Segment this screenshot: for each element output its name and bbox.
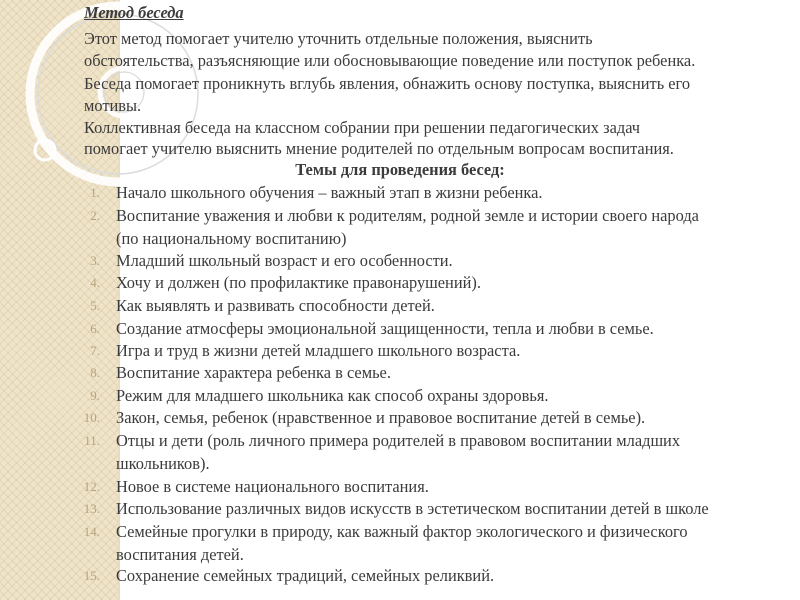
topic-item-text: Отцы и дети (роль личного примера родителей в правовом воспитании младших <box>116 431 681 450</box>
intro-paragraph-line: мотивы. <box>84 95 142 115</box>
topic-number: 7. <box>90 343 100 358</box>
topic-item-text: Как выявлять и развивать способности детей. <box>116 296 435 315</box>
topics-heading: Темы для проведения бесед: <box>295 160 505 179</box>
topic-item-text: Игра и труд в жизни детей младшего школьного возраста. <box>116 341 521 360</box>
intro-paragraph-line: Беседа помогает проникнуть вглубь явления, обнажить основу поступка, выяснить его <box>84 73 691 93</box>
topic-number: 2. <box>90 208 100 223</box>
topic-number: 14. <box>83 524 100 539</box>
intro-paragraph-line: обстоятельства, разъясняющие или обосновывающие поведение или поступок ребенка. <box>84 51 696 71</box>
topic-number: 6. <box>90 321 100 336</box>
topic-item-text: Сохранение семейных традиций, семейных реликвий. <box>116 566 495 585</box>
topic-item-text: Начало школьного обучения – важный этап в жизни ребенка. <box>116 183 543 202</box>
topic-item-text: Хочу и должен (по профилактике правонарушений). <box>116 273 481 292</box>
topic-number: 10. <box>83 410 100 425</box>
topic-number: 13. <box>83 501 100 516</box>
slide-title: Метод беседа <box>84 3 184 22</box>
topic-item-text: Создание атмосферы эмоциональной защищенности, тепла и любви в семье. <box>116 319 654 338</box>
topic-item-text: Воспитание характера ребенка в семье. <box>116 363 391 382</box>
topic-number: 15. <box>83 568 100 583</box>
topic-item-text: (по национальному воспитанию) <box>116 228 347 248</box>
topic-item-text: школьников). <box>116 453 210 473</box>
topic-item-text: Закон, семья, ребенок (нравственное и правовое воспитание детей в семье). <box>116 408 646 427</box>
topic-number: 3. <box>90 253 100 268</box>
topic-item-text: Младший школьный возраст и его особенности. <box>116 251 453 270</box>
collective-paragraph-line: помогает учителю выяснить мнение родителей по отдельным вопросам воспитания. <box>84 139 674 159</box>
topic-item-text: воспитания детей. <box>116 544 244 564</box>
topic-number: 11. <box>84 433 100 448</box>
topic-number: 4. <box>90 275 100 290</box>
topic-number: 12. <box>83 479 100 494</box>
topic-item-text: Семейные прогулки в природу, как важный фактор экологического и физического <box>116 522 688 541</box>
topic-number: 8. <box>90 365 100 380</box>
topic-number: 9. <box>90 388 100 403</box>
topic-item-text: Использование различных видов искусств в эстетическом воспитании детей в школе <box>116 499 709 518</box>
topic-item-text: Новое в системе национального воспитания. <box>116 477 429 496</box>
topic-item-text: Воспитание уважения и любви к родителям, родной земле и истории своего народа <box>116 206 699 225</box>
topic-number: 5. <box>90 298 100 313</box>
topic-number: 1. <box>90 185 100 200</box>
collective-paragraph-line: Коллективная беседа на классном собрании при решении педагогических задач <box>84 118 641 137</box>
intro-paragraph-line: Этот метод помогает учителю уточнить отдельные положения, выяснить <box>84 29 593 48</box>
topic-item-text: Режим для младшего школьника как способ охраны здоровья. <box>116 386 549 405</box>
